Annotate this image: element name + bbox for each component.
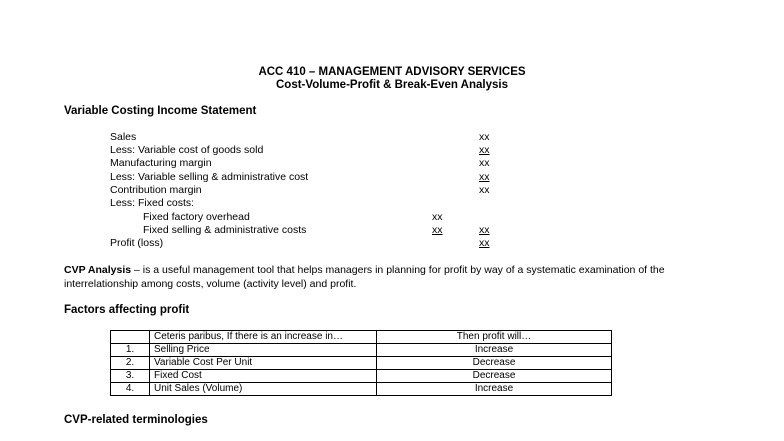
table-header-cell: Then profit will… <box>377 331 612 344</box>
statement-heading: Variable Costing Income Statement <box>64 105 257 117</box>
table-header-row <box>111 331 612 344</box>
statement-row-label: Less: Variable selling & administrative cost <box>110 171 309 183</box>
statement-row-label: Profit (loss) <box>110 237 164 249</box>
terminologies-heading: CVP-related terminologies <box>64 414 208 426</box>
cvp-term: CVP Analysis <box>64 264 132 276</box>
table-cell-result: Decrease <box>377 370 612 383</box>
table-row <box>111 344 612 357</box>
table-row <box>111 383 612 396</box>
table-header-cell: Ceteris paribus, If there is an increase in… <box>150 331 377 344</box>
statement-row-label: Contribution margin <box>110 184 202 196</box>
document-subtitle: Cost-Volume-Profit & Break-Even Analysis <box>276 79 508 91</box>
table-row <box>111 370 612 383</box>
statement-row-label: Less: Variable cost of goods sold <box>110 144 264 156</box>
table-cell-result: Decrease <box>377 357 612 370</box>
table-header-cell <box>111 331 150 344</box>
cvp-definition-paragraph <box>64 264 724 291</box>
statement-row-total: xx <box>479 157 490 169</box>
statement-row-subtotal: xx <box>432 211 443 223</box>
table-cell-number: 1. <box>111 344 150 357</box>
statement-row-label: Sales <box>110 131 137 143</box>
table-cell-result: Increase <box>377 383 612 396</box>
statement-row-total: xx <box>479 131 490 143</box>
statement-row-label: Less: Fixed costs: <box>110 197 195 209</box>
table-cell-number: 4. <box>111 383 150 396</box>
statement-row-label: Fixed selling & administrative costs <box>143 224 307 236</box>
table-cell-number: 3. <box>111 370 150 383</box>
document-title: ACC 410 – MANAGEMENT ADVISORY SERVICES <box>258 66 526 78</box>
statement-row-label: Fixed factory overhead <box>143 211 250 223</box>
statement-row-label: Manufacturing margin <box>110 157 212 169</box>
factors-heading: Factors affecting profit <box>64 304 190 316</box>
statement-row-total: xx <box>479 171 490 183</box>
factors-table <box>110 330 612 396</box>
table-cell-number: 2. <box>111 357 150 370</box>
statement-row-total: xx <box>479 144 490 156</box>
cvp-definition-text: – is a useful management tool that helps managers in planning for profit by way of a systematic examination of the interrelationship among costs, volume (activity level) and profit. <box>64 264 665 290</box>
statement-row-total: xx <box>479 224 490 236</box>
statement-row-total: xx <box>479 184 490 196</box>
table-cell-factor: Variable Cost Per Unit <box>150 357 377 370</box>
table-row <box>111 357 612 370</box>
statement-row-total: xx <box>479 237 490 249</box>
table-cell-result: Increase <box>377 344 612 357</box>
table-cell-factor: Unit Sales (Volume) <box>150 383 377 396</box>
table-cell-factor: Selling Price <box>150 344 377 357</box>
table-cell-factor: Fixed Cost <box>150 370 377 383</box>
statement-row-subtotal: xx <box>432 224 443 236</box>
